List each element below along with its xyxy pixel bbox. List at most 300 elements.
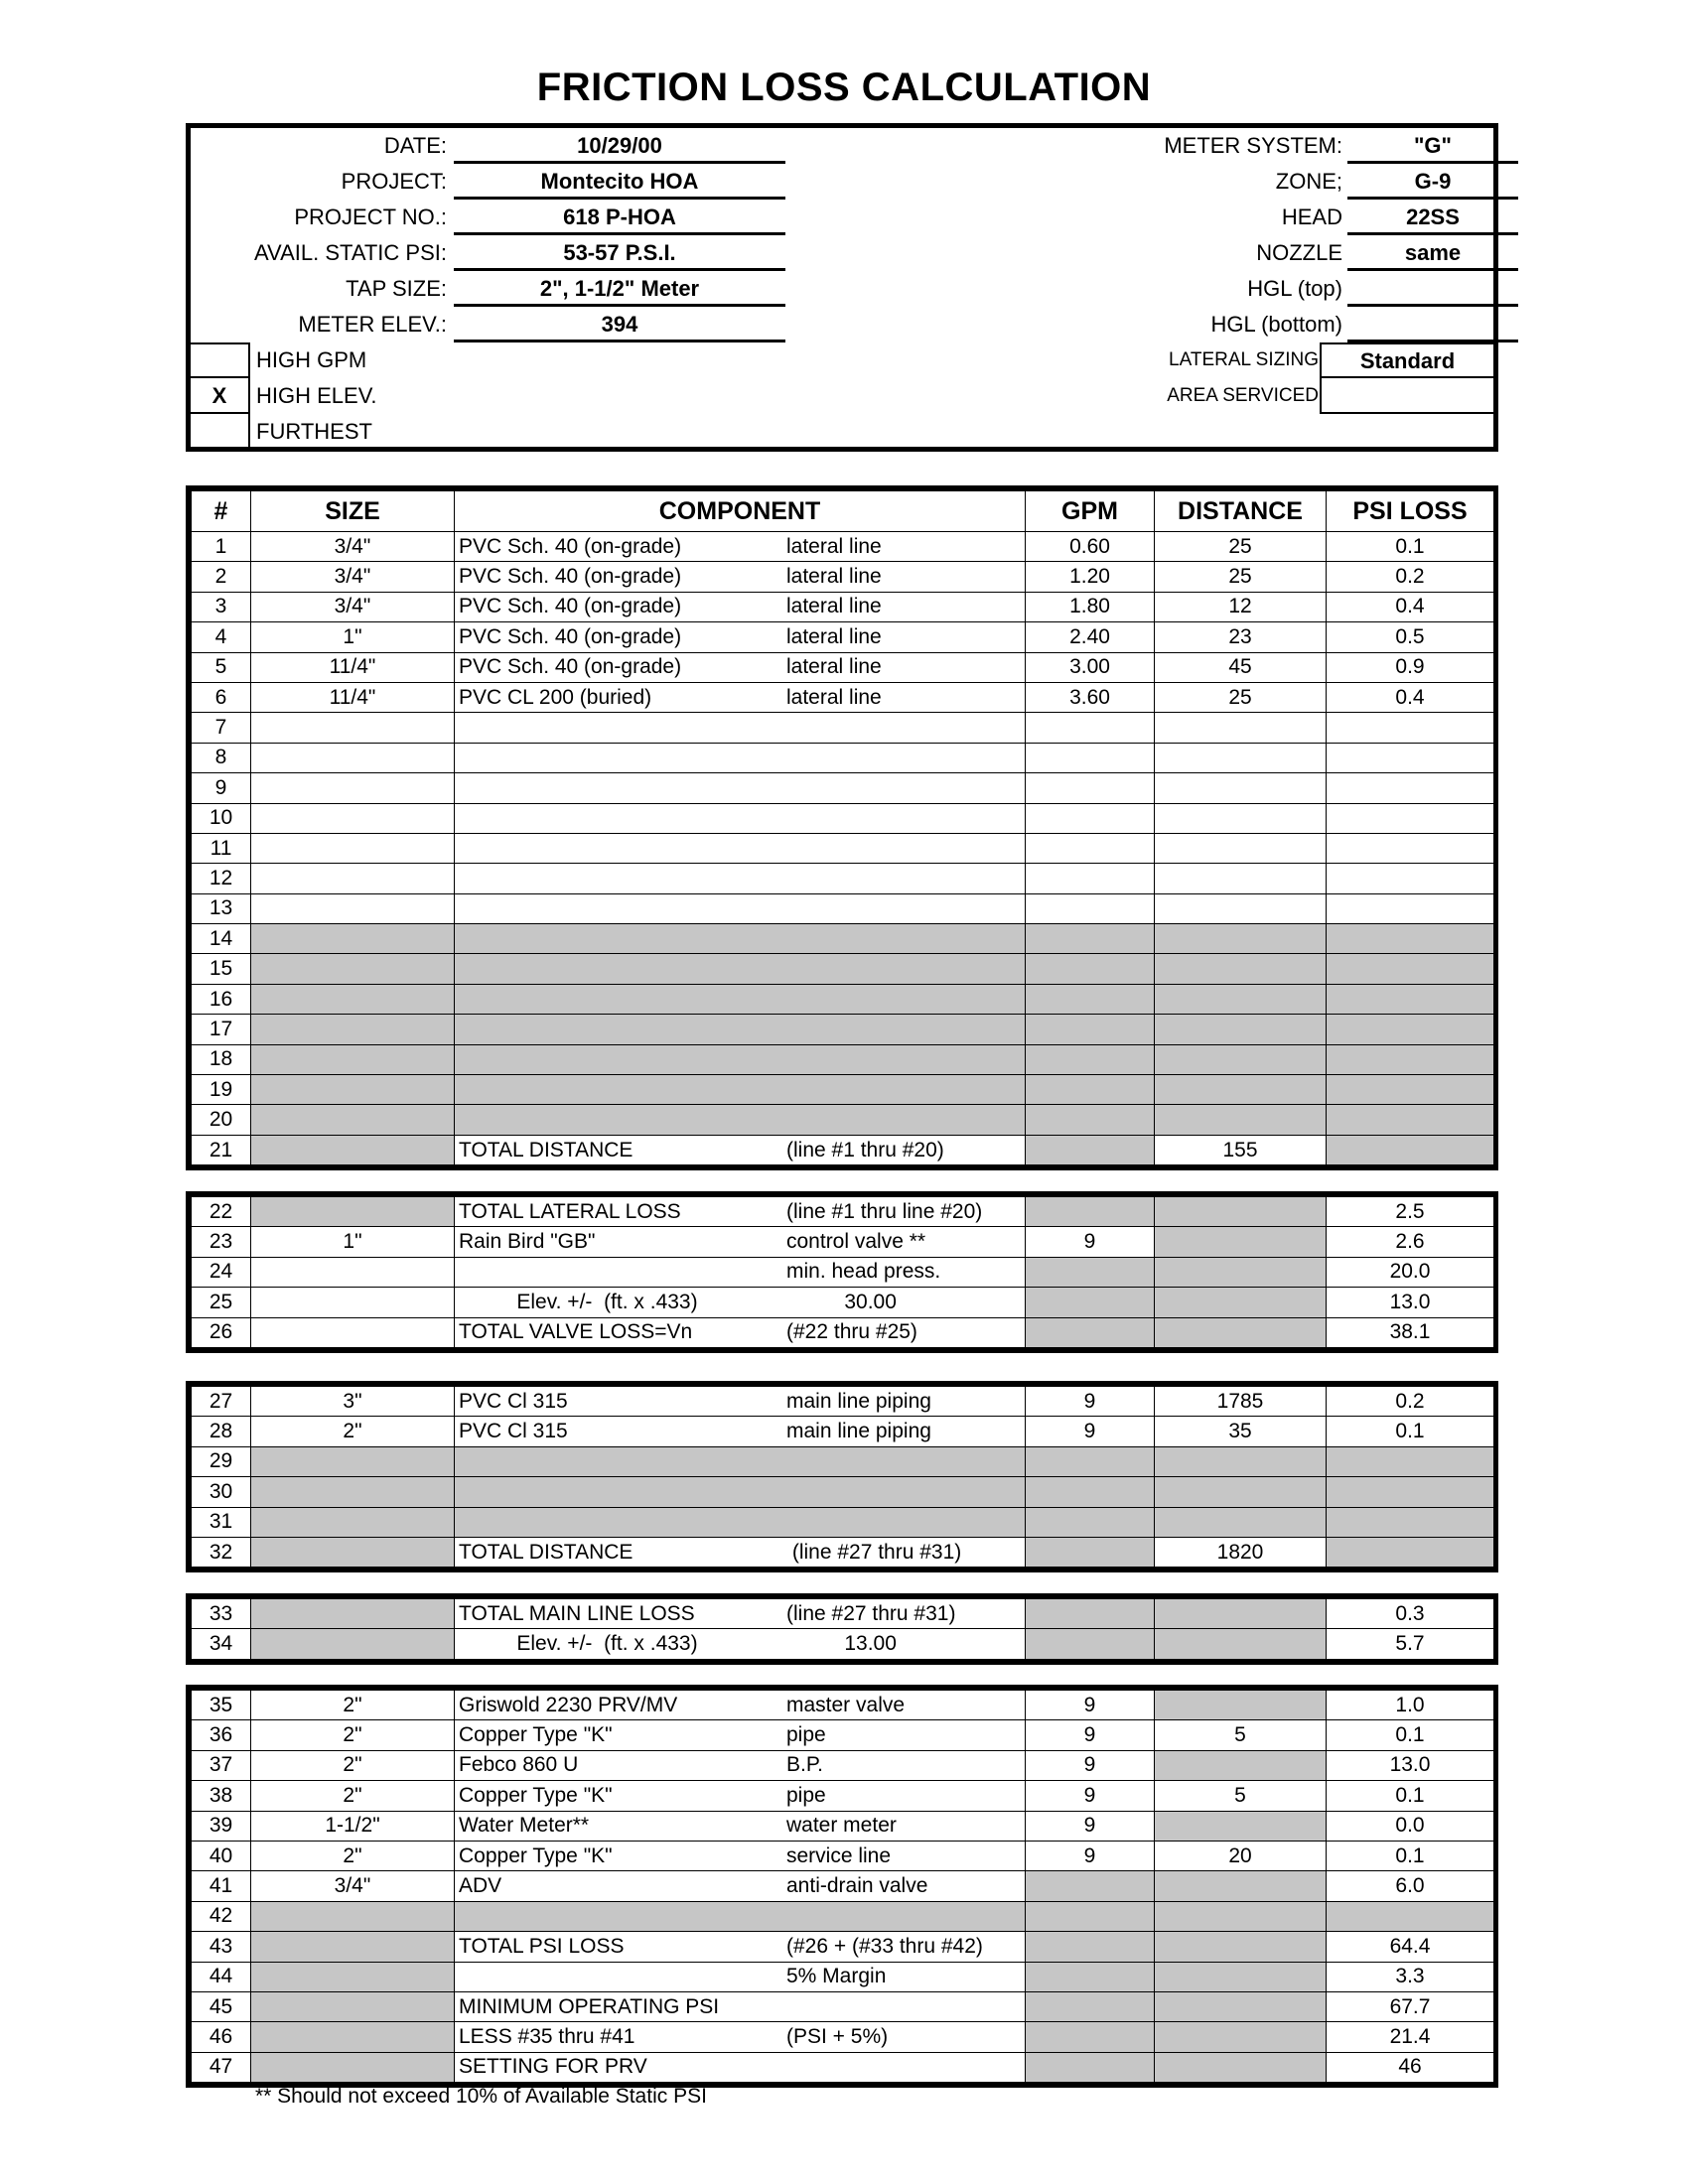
checkbox-0[interactable] [191,342,250,378]
size-cell [251,1477,455,1507]
table-row [192,1015,1494,1044]
row-number: 36 [192,1720,251,1750]
psi-loss-cell: 3.3 [1327,1962,1494,1991]
size-cell [251,2052,455,2082]
psi-loss-cell: 0.1 [1327,1720,1494,1750]
component-detail: lateral line [786,595,882,618]
psi-loss-cell: 2.6 [1327,1227,1494,1257]
component-cell [455,1446,1026,1476]
psi-loss-cell [1327,743,1494,772]
component-name: Water Meter** [459,1814,590,1838]
distance-cell [1155,1446,1327,1476]
distance-cell: 5 [1155,1781,1327,1811]
component-cell [455,1537,1026,1567]
checkbox-2[interactable] [191,414,250,450]
row-number: 32 [192,1537,251,1567]
component-detail: pipe [786,1783,826,1807]
gpm-cell: 9 [1026,1691,1155,1720]
row-number: 25 [192,1288,251,1317]
distance-cell [1155,1901,1327,1931]
component-name [459,1259,786,1285]
gpm-cell: 9 [1026,1387,1155,1417]
checkbox-1[interactable]: X [191,378,250,414]
table-row [192,532,1494,562]
psi-loss-cell: 0.1 [1327,532,1494,562]
size-cell [251,1044,455,1074]
row-number: 29 [192,1446,251,1476]
distance-cell: 25 [1155,682,1327,712]
gpm-cell [1026,1015,1155,1044]
component-detail: 30.00 [786,1290,897,1313]
table-row [192,1105,1494,1135]
size-cell [251,1537,455,1567]
section-main-line [186,1381,1498,1572]
table-row [192,1507,1494,1537]
component-detail: lateral line [786,685,882,709]
header-value-1: Montecito HOA [454,164,785,200]
distance-cell: 12 [1155,592,1327,621]
table-row [192,1599,1494,1629]
psi-loss-cell: 0.4 [1327,682,1494,712]
component-detail: main line piping [786,1420,931,1443]
header-right-label-4: HGL (top) [1247,276,1342,301]
size-cell [251,984,455,1014]
size-cell: 11/4" [251,682,455,712]
size-cell [251,1105,455,1135]
table-row [192,954,1494,984]
component-detail: (#22 thru #25) [786,1320,917,1344]
row-number: 42 [192,1901,251,1931]
component-cell [455,803,1026,833]
component-name [459,1964,786,1989]
gpm-cell [1026,1507,1155,1537]
row-number: 19 [192,1075,251,1105]
gpm-cell [1026,1537,1155,1567]
header-label-1: PROJECT: [341,169,447,194]
component-cell [455,1044,1026,1074]
component-cell [455,1811,1026,1841]
component-name: PVC Sch. 40 (on-grade) [459,534,682,558]
table-row [192,1962,1494,1991]
header-right-label-1: ZONE; [1275,169,1342,194]
component-name: PVC Cl 315 [459,1389,568,1413]
component-name: PVC Sch. 40 (on-grade) [459,624,682,648]
gpm-cell [1026,1257,1155,1287]
component-cell [455,532,1026,562]
psi-loss-cell: 64.4 [1327,1932,1494,1962]
component-cell [455,1257,1026,1287]
table-row [192,1197,1494,1227]
component-name: Rain Bird "GB" [459,1230,596,1254]
checkbox-label-0: HIGH GPM [256,347,367,372]
component-cell [455,743,1026,772]
component-cell [455,1932,1026,1962]
psi-loss-cell [1327,773,1494,803]
psi-loss-cell: 0.4 [1327,592,1494,621]
distance-cell: 20 [1155,1841,1327,1870]
component-name: TOTAL LATERAL LOSS [459,1199,681,1223]
gpm-cell: 3.60 [1026,682,1155,712]
distance-cell [1155,1691,1327,1720]
component-detail: (line #1 thru #20) [786,1138,944,1161]
distance-cell [1155,1629,1327,1659]
psi-loss-cell [1327,924,1494,954]
psi-loss-cell: 1.0 [1327,1691,1494,1720]
component-detail: min. head press. [786,1260,941,1284]
gpm-cell [1026,1932,1155,1962]
gpm-cell [1026,954,1155,984]
component-cell [455,1197,1026,1227]
table-row [192,1871,1494,1901]
distance-cell [1155,803,1327,833]
header-value-0: 10/29/00 [454,128,785,164]
component-cell [455,773,1026,803]
row-number: 10 [192,803,251,833]
component-detail: master valve [786,1693,906,1716]
distance-cell [1155,1477,1327,1507]
component-name: Copper Type "K" [459,1723,613,1747]
distance-cell [1155,954,1327,984]
header-label-0: DATE: [383,133,447,158]
header-right-label-5: HGL (bottom) [1210,312,1342,337]
component-name: TOTAL MAIN LINE LOSS [459,1601,695,1625]
grid-table [191,1598,1494,1660]
component-cell [455,924,1026,954]
area-serviced-label: AREA SERVICED [1167,385,1319,406]
table-row [192,893,1494,923]
section-psi-totals [186,1685,1498,2088]
distance-cell [1155,1044,1327,1074]
gpm-cell [1026,2052,1155,2082]
psi-loss-cell: 0.3 [1327,1599,1494,1629]
size-cell: 1-1/2" [251,1811,455,1841]
row-number: 13 [192,893,251,923]
distance-cell: 45 [1155,652,1327,682]
distance-cell [1155,773,1327,803]
psi-loss-cell [1327,1446,1494,1476]
table-row [192,1720,1494,1750]
table-row [192,2022,1494,2052]
table-row [192,682,1494,712]
gpm-cell [1026,803,1155,833]
header-right-value-4 [1347,271,1518,307]
component-cell [455,652,1026,682]
component-cell [455,954,1026,984]
size-cell [251,1075,455,1105]
gpm-cell: 9 [1026,1417,1155,1446]
psi-loss-cell [1327,1015,1494,1044]
size-cell: 3/4" [251,1871,455,1901]
component-cell [455,1629,1026,1659]
component-cell [455,1781,1026,1811]
gpm-cell [1026,1446,1155,1476]
table-row [192,1227,1494,1257]
psi-loss-cell [1327,1044,1494,1074]
psi-loss-cell [1327,1901,1494,1931]
psi-loss-cell [1327,1477,1494,1507]
psi-loss-cell: 5.7 [1327,1629,1494,1659]
lateral-sizing-label: LATERAL SIZING [1169,349,1319,370]
component-cell [455,1317,1026,1347]
table-row [192,773,1494,803]
row-number: 38 [192,1781,251,1811]
distance-cell [1155,1962,1327,1991]
size-cell: 3/4" [251,532,455,562]
header-label-5: METER ELEV.: [298,312,447,337]
size-cell: 3/4" [251,562,455,592]
component-cell [455,1015,1026,1044]
component-detail: lateral line [786,534,882,558]
row-number: 2 [192,562,251,592]
psi-loss-cell [1327,1075,1494,1105]
distance-cell [1155,1991,1327,2021]
psi-loss-cell: 21.4 [1327,2022,1494,2052]
distance-cell [1155,1227,1327,1257]
gpm-cell [1026,1871,1155,1901]
footnote: ** Should not exceed 10% of Available Static PSI [255,2085,707,2108]
distance-cell [1155,1257,1327,1287]
component-cell [455,1477,1026,1507]
component-cell [455,1387,1026,1417]
distance-cell [1155,1317,1327,1347]
component-detail: (#26 + (#33 thru #42) [786,1934,983,1958]
table-row [192,1537,1494,1567]
table-row [192,743,1494,772]
distance-cell [1155,984,1327,1014]
size-cell [251,713,455,743]
table-row [192,1257,1494,1287]
row-number: 45 [192,1991,251,2021]
component-cell [455,893,1026,923]
distance-cell [1155,1811,1327,1841]
header-info-box [186,123,1498,452]
row-number: 9 [192,773,251,803]
component-detail: lateral line [786,624,882,648]
gpm-cell [1026,984,1155,1014]
size-cell [251,743,455,772]
size-cell [251,1317,455,1347]
gpm-cell [1026,893,1155,923]
size-cell [251,1599,455,1629]
component-detail: service line [786,1843,892,1867]
distance-cell [1155,1932,1327,1962]
component-cell [455,1871,1026,1901]
size-cell: 2" [251,1841,455,1870]
distance-cell: 25 [1155,532,1327,562]
section-laterals [186,485,1498,1170]
size-cell [251,1629,455,1659]
size-cell [251,1991,455,2021]
psi-loss-cell: 0.1 [1327,1417,1494,1446]
row-number: 6 [192,682,251,712]
psi-loss-cell [1327,893,1494,923]
distance-cell: 1785 [1155,1387,1327,1417]
gpm-cell: 9 [1026,1841,1155,1870]
psi-loss-cell: 0.1 [1327,1841,1494,1870]
component-detail [786,2054,1025,2080]
header-right-label-0: METER SYSTEM: [1164,133,1342,158]
size-cell [251,864,455,893]
row-number: 40 [192,1841,251,1870]
gpm-cell [1026,713,1155,743]
size-cell [251,773,455,803]
size-cell: 1" [251,622,455,652]
distance-cell [1155,833,1327,863]
distance-cell [1155,1288,1327,1317]
component-cell [455,864,1026,893]
gpm-cell [1026,1477,1155,1507]
row-number: 35 [192,1691,251,1720]
table-row [192,1781,1494,1811]
distance-cell [1155,893,1327,923]
gpm-cell: 9 [1026,1781,1155,1811]
table-row [192,924,1494,954]
size-cell [251,954,455,984]
component-name: PVC Sch. 40 (on-grade) [459,655,682,679]
component-name: Copper Type "K" [459,1843,613,1867]
component-detail: (line #1 thru line #20) [786,1199,983,1223]
row-number: 24 [192,1257,251,1287]
table-row [192,562,1494,592]
row-number: 43 [192,1932,251,1962]
column-header-psi: PSI LOSS [1327,491,1494,532]
column-header-component: COMPONENT [455,491,1026,532]
size-cell: 2" [251,1417,455,1446]
component-name: TOTAL DISTANCE [459,1138,633,1161]
row-number: 14 [192,924,251,954]
size-cell: 2" [251,1691,455,1720]
gpm-cell [1026,1044,1155,1074]
row-number: 47 [192,2052,251,2082]
row-number: 41 [192,1871,251,1901]
component-detail [786,1994,1025,2020]
table-row [192,713,1494,743]
size-cell [251,924,455,954]
component-cell [455,1507,1026,1537]
table-row [192,1288,1494,1317]
distance-cell: 25 [1155,562,1327,592]
header-right-value-3: same [1347,235,1518,271]
distance-cell [1155,924,1327,954]
gpm-cell: 9 [1026,1720,1155,1750]
table-row [192,984,1494,1014]
component-detail: water meter [786,1814,897,1838]
distance-cell [1155,864,1327,893]
component-cell [455,1135,1026,1164]
gpm-cell: 1.80 [1026,592,1155,621]
size-cell [251,803,455,833]
component-cell [455,2052,1026,2082]
component-name: PVC Sch. 40 (on-grade) [459,565,682,589]
column-header-size: SIZE [251,491,455,532]
component-cell [455,1720,1026,1750]
component-cell [455,592,1026,621]
checkbox-label-1: HIGH ELEV. [256,383,377,408]
row-number: 1 [192,532,251,562]
row-number: 20 [192,1105,251,1135]
row-number: 17 [192,1015,251,1044]
size-cell [251,1015,455,1044]
row-number: 27 [192,1387,251,1417]
distance-cell [1155,1871,1327,1901]
table-row [192,1932,1494,1962]
gpm-cell [1026,864,1155,893]
checkbox-label-2: FURTHEST [256,419,372,444]
distance-cell [1155,1075,1327,1105]
row-number: 12 [192,864,251,893]
size-cell [251,833,455,863]
component-name: SETTING FOR PRV [459,2055,647,2079]
size-cell: 2" [251,1750,455,1780]
table-row [192,652,1494,682]
header-right-value-1: G-9 [1347,164,1518,200]
component-cell [455,713,1026,743]
grid-table [191,1196,1494,1348]
psi-loss-cell [1327,803,1494,833]
component-cell [455,1750,1026,1780]
distance-cell: 5 [1155,1720,1327,1750]
table-row [192,2052,1494,2082]
gpm-cell: 9 [1026,1227,1155,1257]
row-number: 4 [192,622,251,652]
row-number: 16 [192,984,251,1014]
grid-table [191,490,1494,1165]
distance-cell: 1820 [1155,1537,1327,1567]
area-serviced-value [1320,378,1493,414]
column-header-row [192,491,1494,532]
component-name: ADV [459,1874,502,1898]
component-name: TOTAL PSI LOSS [459,1934,625,1958]
row-number: 15 [192,954,251,984]
size-cell: 2" [251,1781,455,1811]
table-row [192,1044,1494,1074]
header-right-value-2: 22SS [1347,200,1518,235]
distance-cell [1155,743,1327,772]
psi-loss-cell [1327,1537,1494,1567]
component-detail: 5% Margin [786,1965,887,1988]
component-name: Febco 860 U [459,1753,579,1777]
gpm-cell [1026,1317,1155,1347]
component-name: Copper Type "K" [459,1783,613,1807]
component-detail: control valve ** [786,1230,926,1254]
distance-cell [1155,2052,1327,2082]
component-detail: B.P. [786,1753,823,1777]
component-cell [455,984,1026,1014]
row-number: 11 [192,833,251,863]
distance-cell [1155,1507,1327,1537]
gpm-cell: 9 [1026,1750,1155,1780]
psi-loss-cell: 0.5 [1327,622,1494,652]
table-row [192,1075,1494,1105]
header-value-3: 53-57 P.S.I. [454,235,785,271]
table-row [192,833,1494,863]
gpm-cell [1026,1105,1155,1135]
size-cell [251,1257,455,1287]
row-number: 22 [192,1197,251,1227]
distance-cell: 155 [1155,1135,1327,1164]
distance-cell [1155,1750,1327,1780]
header-right-value-5 [1347,307,1518,342]
table-row [192,1841,1494,1870]
distance-cell [1155,1105,1327,1135]
row-number: 23 [192,1227,251,1257]
size-cell: 11/4" [251,652,455,682]
header-label-3: AVAIL. STATIC PSI: [254,240,447,265]
row-number: 26 [192,1317,251,1347]
component-cell [455,1105,1026,1135]
row-number: 46 [192,2022,251,2052]
table-row [192,1691,1494,1720]
